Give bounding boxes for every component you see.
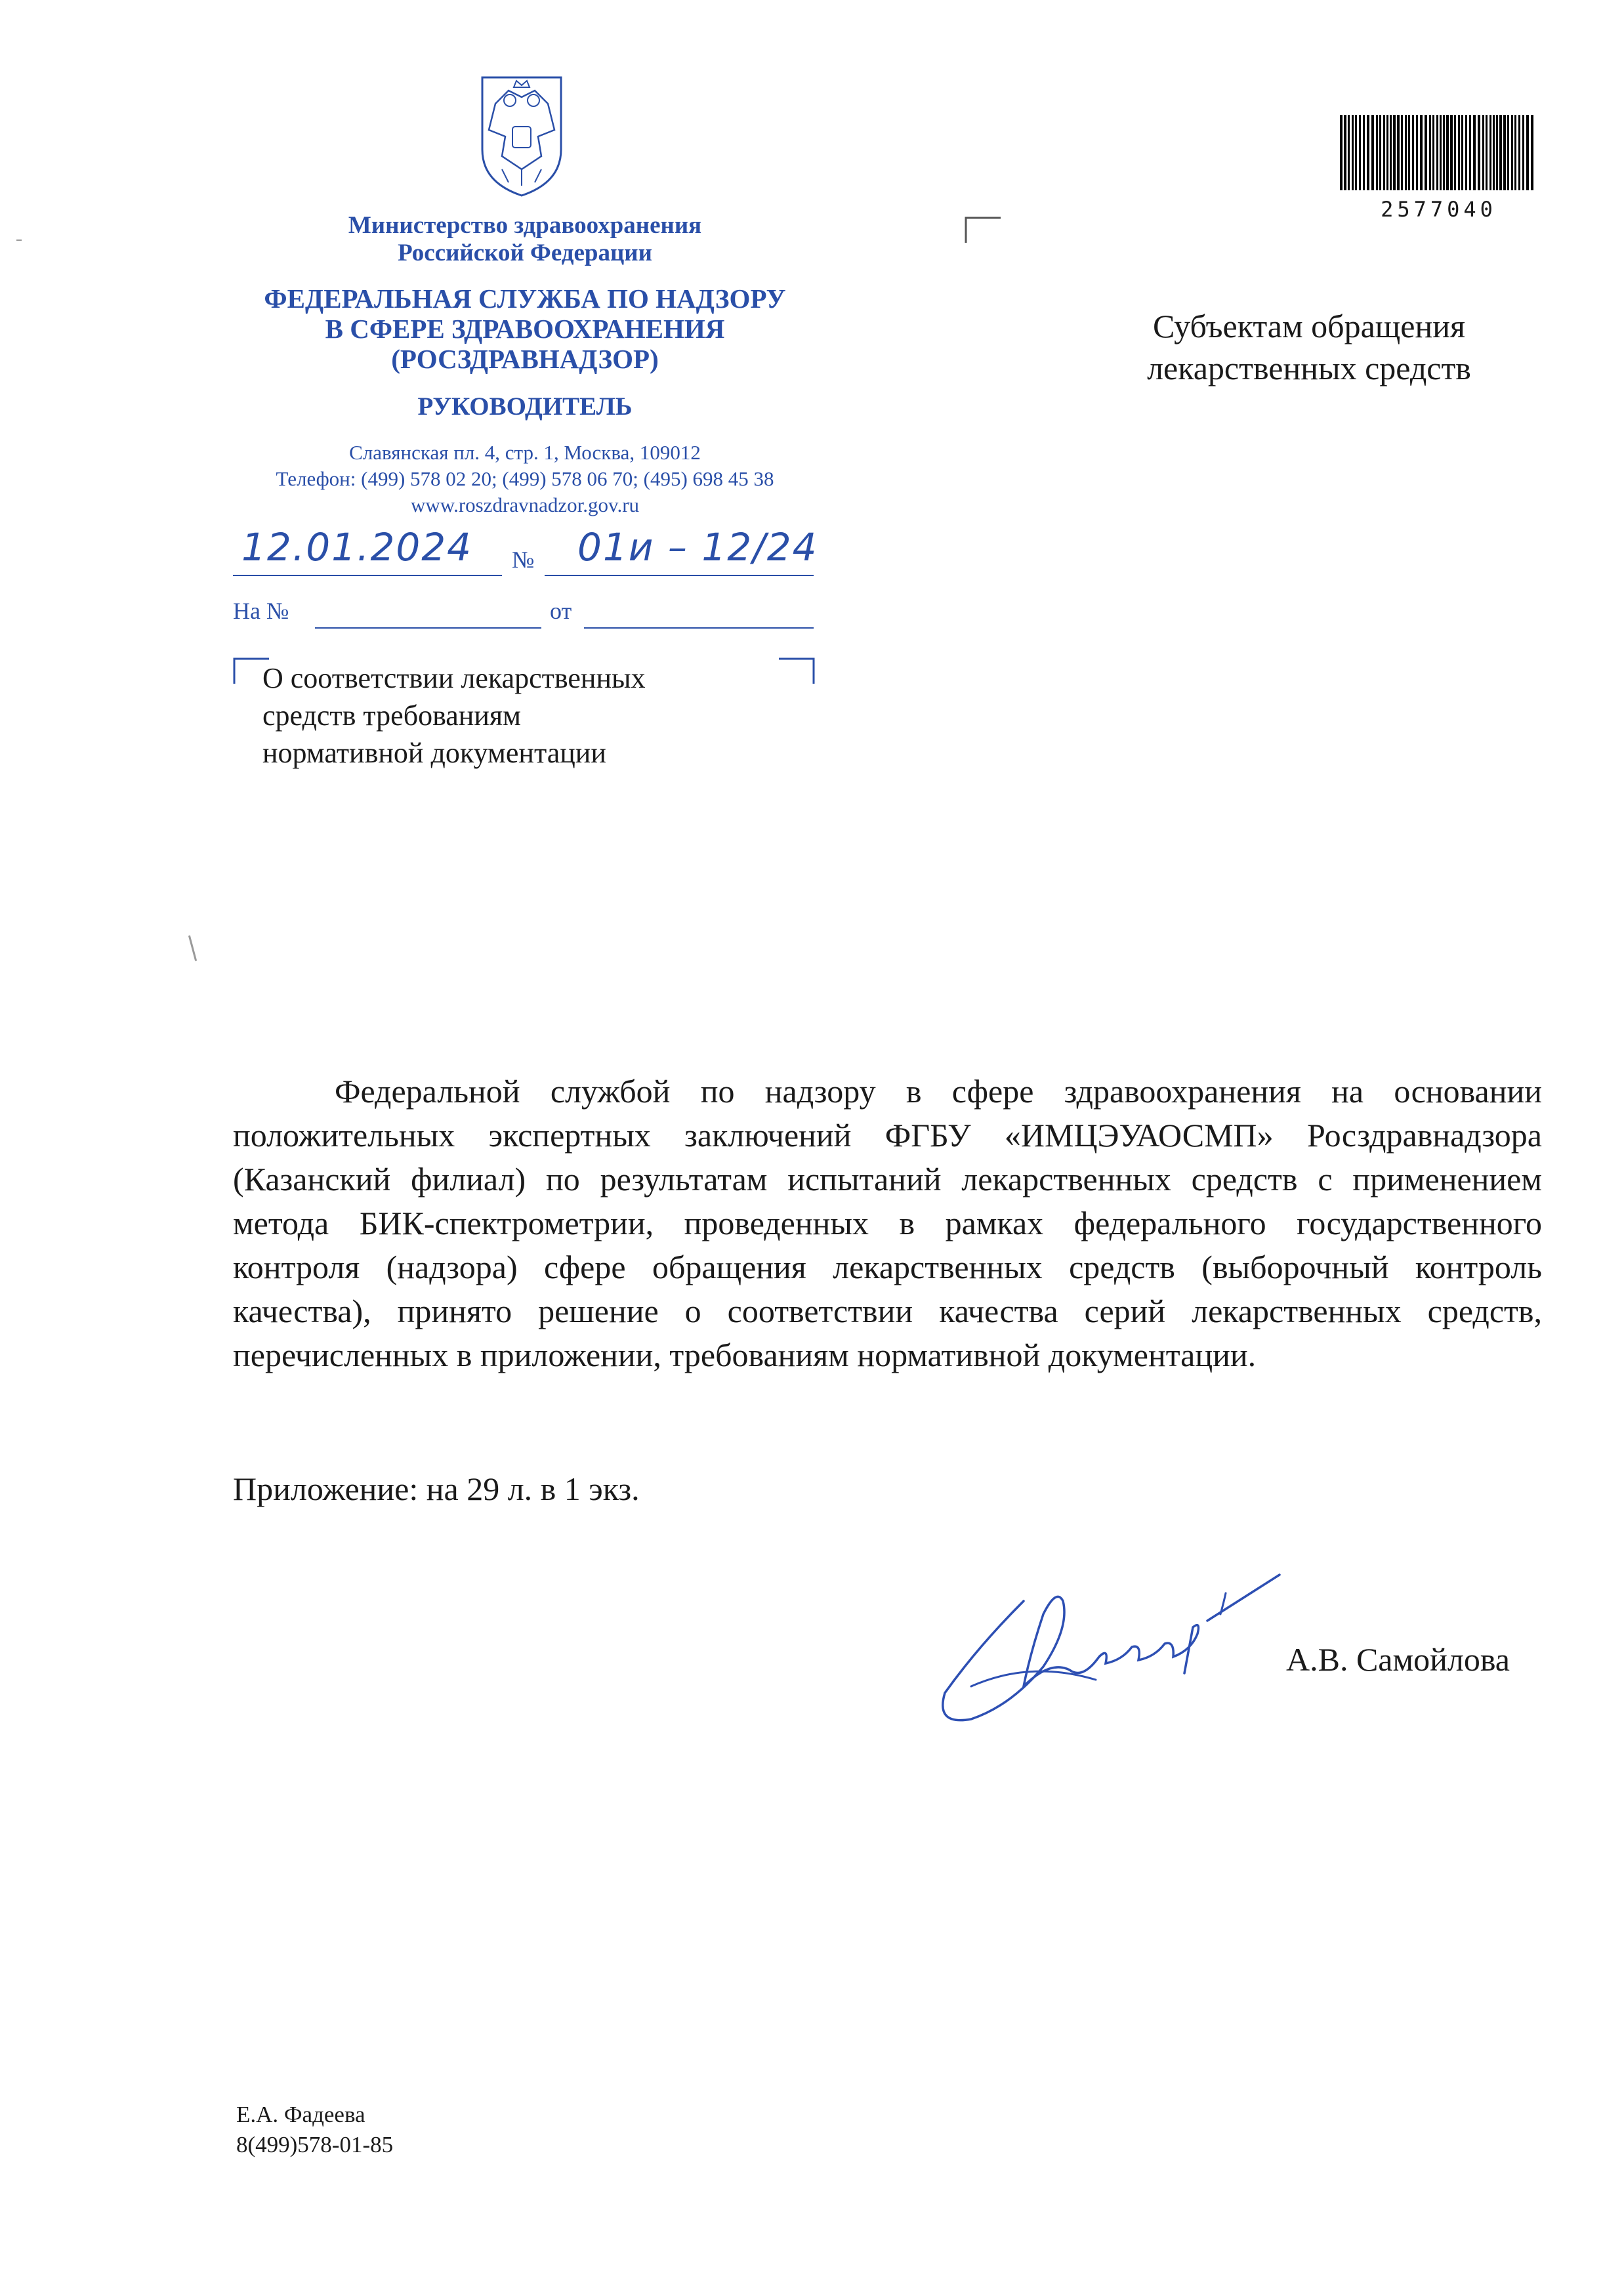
barcode-bar [1379, 115, 1381, 190]
barcode-bar [1416, 115, 1418, 190]
ministry-name-line2: Российской Федерации [398, 239, 652, 266]
barcode-bar [1518, 115, 1520, 190]
barcode-bar [1390, 115, 1392, 190]
date-underline [233, 575, 502, 576]
barcode-bar [1511, 115, 1513, 190]
barcode-bar [1344, 115, 1346, 190]
barcode-bar [1496, 115, 1498, 190]
barcode-bar [1432, 115, 1434, 190]
subject-line2: средств требованиям [262, 699, 521, 732]
subject-line1: О соответствии лекарственных [262, 662, 646, 694]
subject [262, 659, 646, 772]
barcode-bar [1489, 115, 1491, 190]
barcode-bar [1522, 115, 1524, 190]
barcode-bar [1429, 115, 1431, 190]
barcode-bar [1454, 115, 1456, 190]
number-label: № [512, 547, 535, 573]
barcode-bar [1412, 115, 1414, 190]
barcode-bar [1461, 115, 1463, 190]
barcode-bar [1469, 115, 1471, 190]
appendix-note: Приложение: на 29 л. в 1 экз. [233, 1470, 640, 1507]
barcode-bar [1359, 115, 1361, 190]
addressee-line1: Субъектам обращения [1153, 308, 1465, 344]
barcode-bar [1348, 115, 1350, 190]
barcode-bar [1499, 115, 1502, 190]
website: www.roszdravnadzor.gov.ru [410, 493, 640, 516]
barcode-bar [1450, 115, 1453, 190]
barcode-bar [1383, 115, 1385, 190]
registration-number: 01и – 12/24 [577, 525, 818, 570]
addressee-corner [965, 217, 1004, 243]
address: Славянская пл. 4, стр. 1, Москва, 109012 [349, 441, 701, 464]
body-paragraph: Федеральной службой по надзору в сфере здравоохранения на основании положительных экспертных заключений ФГБУ «ИМЦЭУАОСМП» Росздравнадзора (Казанский филиал) по результатам испытаний лекарственных средств с применением метода БИК-спектрометрии, проведенных в рамках федерального государственного контроля (надзора) сфере обращения лекарственных средств (выборочный контроль качества), принято решение о соответствии качества серий лекарственных средств, перечисленных в приложении, требованиям нормативной документации. [233, 1073, 1542, 1373]
coat-of-arms-icon [469, 71, 574, 202]
barcode-bar [1478, 115, 1480, 190]
registration-date: 12.01.2024 [241, 525, 473, 570]
reply-from-underline [584, 627, 814, 629]
barcode-bar [1503, 115, 1506, 190]
barcode-bar [1352, 115, 1354, 190]
reply-number-label: На № [233, 598, 289, 624]
barcode-bar [1401, 115, 1403, 190]
barcode-bar [1443, 115, 1445, 190]
barcode-bar [1386, 115, 1388, 190]
number-underline [545, 575, 814, 576]
head-title: РУКОВОДИТЕЛЬ [417, 392, 633, 421]
executor-phone: 8(499)578-01-85 [236, 2132, 394, 2157]
handwritten-signature [932, 1529, 1312, 1745]
barcode-bar [1367, 115, 1369, 190]
service-name-line2: В СФЕРЕ ЗДРАВООХРАНЕНИЯ [325, 314, 725, 344]
barcode-bar [1458, 115, 1460, 190]
barcode-bar [1408, 115, 1410, 190]
barcode-bar [1397, 115, 1400, 190]
barcode-bar [1514, 115, 1516, 190]
executor-name: Е.А. Фадеева [236, 2102, 365, 2127]
barcode-number: 2577040 [1381, 197, 1497, 222]
barcode-bar [1436, 115, 1438, 190]
subject-corner-right [778, 657, 817, 684]
barcode-icon [1339, 115, 1539, 200]
barcode-bar [1473, 115, 1476, 190]
barcode-bar [1376, 115, 1378, 190]
barcode-bar [1393, 115, 1396, 190]
barcode-bar [1486, 115, 1488, 190]
barcode-bar [1340, 115, 1343, 190]
barcode-bar [1363, 115, 1365, 190]
scan-mark [188, 935, 197, 961]
barcode-bar [1465, 115, 1467, 190]
barcode-bar [1531, 115, 1533, 190]
barcode-bar [1493, 115, 1495, 190]
barcode-bar [1420, 115, 1423, 190]
scan-mark [16, 239, 22, 241]
barcode-bar [1446, 115, 1449, 190]
barcode-bar [1371, 115, 1374, 190]
reply-from-label: от [550, 598, 572, 624]
barcode-bar [1440, 115, 1442, 190]
barcode-bar [1526, 115, 1529, 190]
barcode-bar [1507, 115, 1509, 190]
barcode-bar [1425, 115, 1427, 190]
barcode-bar [1482, 115, 1484, 190]
addressee-line2: лекарственных средств [1147, 350, 1471, 386]
ministry-name-line1: Министерство здравоохранения [348, 212, 702, 239]
barcode-bar [1355, 115, 1357, 190]
subject-line3: нормативной документации [262, 737, 606, 769]
signer-name: А.В. Самойлова [1286, 1641, 1510, 1678]
phones: Телефон: (499) 578 02 20; (499) 578 06 70; (495) 698 45 38 [276, 467, 774, 490]
service-name-line3: (РОСЗДРАВНАДЗОР) [391, 344, 659, 374]
barcode-bar [1405, 115, 1407, 190]
reply-number-underline [315, 627, 541, 629]
service-name-line1: ФЕДЕРАЛЬНАЯ СЛУЖБА ПО НАДЗОРУ [264, 283, 786, 314]
